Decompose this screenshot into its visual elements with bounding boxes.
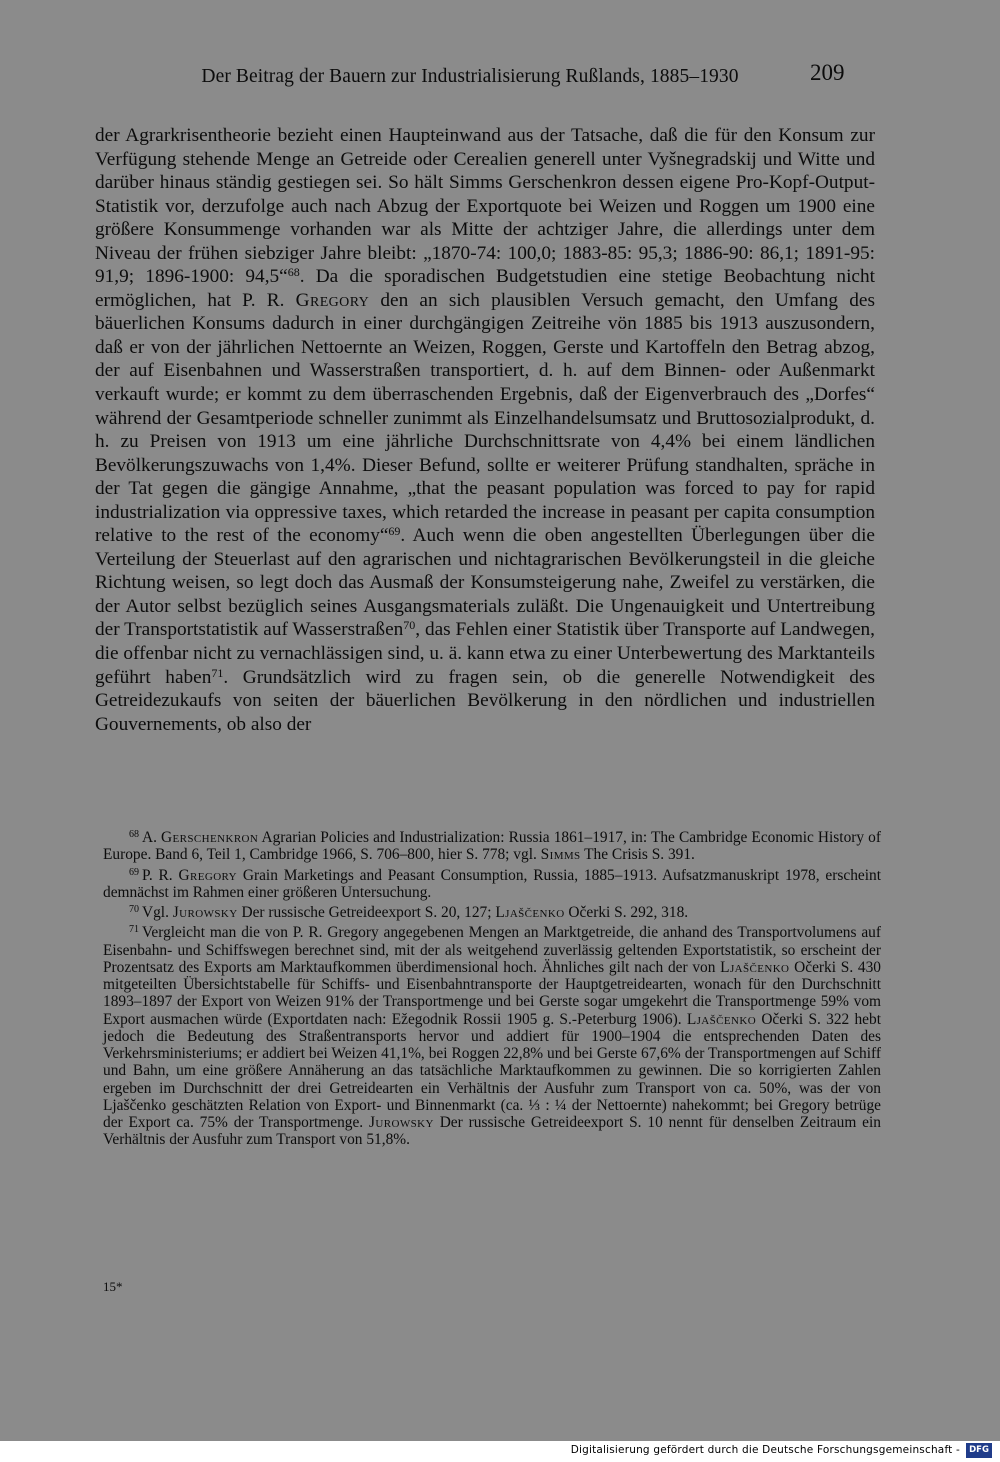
text-run: . Da die sporadischen Budgetstudien eine stetige Beobachtung nicht ermöglichen, hat P. R. — [95, 266, 875, 311]
dfg-logo-icon: DFG — [966, 1443, 992, 1458]
footnote-text: Der russische Getreideexport S. 20, 127; — [237, 904, 496, 921]
page-number: 209 — [810, 60, 845, 85]
footnote-ref-70: 70 — [403, 618, 416, 633]
text-run: , das Fehlen einer Statistik über Transporte auf Landwegen, die offenbar nicht zu vernachlässigen sind, u. ä. kann etwa zu einer Unterbewertung des Marktanteils geführt haben — [95, 619, 875, 688]
footnote-71 — [103, 921, 881, 1148]
footnote-text: Očerki S. 322 hebt jedoch die Bedeutung des Straßentransports hervor und addiert für 1900–1904 die entsprechenden Daten des Verkehrsministeriums; er addiert bei Weizen 41,1%, bei Roggen 22,8% und bei Gerste 67,6% der Transportmengen auf Schiff und Bahn, um eine größere Annäherung an das tatsächliche Marktaufkommen zu gewinnen. Die so korrigierten Zahlen ergeben im Durchschnitt der drei Getreidearten ein Verhältnis der Ausfuhr zum Transport von ca. 50%, was der von Ljaščenko geschätzten Relation von Export- und Binnenmarkt (ca. ⅓ : ¼ der Nettoernte) nahekommt; bei Gregory betrüge der Export ca. 75% der Transportmenge. — [103, 1010, 881, 1131]
footnote-text: P. R. — [142, 866, 179, 884]
footnote-number: 70 — [129, 904, 139, 915]
running-head: Der Beitrag der Bauern zur Industrialisierung Rußlands, 1885–1930 — [201, 66, 739, 87]
footnote-text: Vergleicht man die von P. R. Gregory angegebenen Mengen an Marktgetreide, die anhand des Transportvolumens auf Eisenbahn- und Schiffswegen berechnet sind, mit der als weitgehend zuverlässig geltenden Exportstatistik, so erscheint der Prozentsatz des Exports am Marktaufkommen überdimensional hoch. Ähnliches gilt nach der von — [103, 924, 881, 976]
author-name: Ljaščenko — [686, 1010, 757, 1028]
body-paragraph — [95, 124, 875, 736]
footnote-ref-71: 71 — [211, 665, 224, 680]
footnote-number: 68 — [129, 829, 139, 840]
text-run: . Auch wenn die oben angestellten Überlegungen über die Verteilung der Steuerlast auf den agrarischen und nichtagrarischen Bevölkerungsteil in die gleiche Richtung weisen, so legt doch das Ausmaß der Konsumsteigerung nahe, Zweifel zu verstärken, die der Autor selbst bezüglich seines Ausgangsmaterials zuläßt. Die Ungenauigkeit und Untertreibung der Transportstatistik auf Wasserstraßen — [95, 525, 875, 641]
author-name: Gregory — [178, 866, 238, 884]
footnote-text: Der russische Getreideexport S. 10 nennt für denselben Zeitraum ein Verhältnis der Ausfuhr zum Transport von 51,8%. — [103, 1114, 881, 1149]
author-name: Gregory — [295, 289, 370, 311]
footnote-text: The Crisis S. 391. — [580, 846, 695, 864]
footnote-ref-68: 68 — [287, 265, 300, 280]
text-run: . Grundsätzlich wird zu fragen sein, ob die generelle Notwendigkeit des Getreidezukaufs von seiten der bäuerlichen Bevölkerung in den nördlichen und industriellen Gouvernements, ob also der — [95, 666, 875, 735]
author-name: Simms — [540, 846, 581, 864]
digitization-footer — [0, 1441, 1000, 1462]
author-name: Ljaščenko — [495, 904, 565, 921]
footnote-70 — [103, 901, 881, 921]
text-run: der Agrarkrisentheorie bezieht einen Haupteinwand aus der Tatsache, daß die für den Konsum zur Verfügung stehende Menge an Getreide oder Cerealien generell unter Vyšnegradskij und Witte und darüber hinaus ständig gestiegen sei. So hält Simms Gerschenkron dessen eigene Pro-Kopf-Output-Statistik vor, derzufolge auch nach Abzug der Exportquote bei Weizen und Roggen um 1900 eine größere Konsummenge vorhanden war als Mitte der achtziger Jahre, die allerdings unter dem Niveau der frühen siebziger Jahre bleibt: „1870-74: 100,0; 1883-85: 95,3; 1886-90: 86,1; 1891-95: 91,9; 1896-1900: 94,5“ — [95, 125, 875, 288]
footnote-69 — [103, 864, 881, 902]
footnote-ref-69: 69 — [388, 524, 401, 539]
footnote-text: Vgl. — [142, 904, 173, 921]
footer-credit: Digitalisierung gefördert durch die Deutsche Forschungsgemeinschaft - — [570, 1444, 960, 1456]
author-name: Gerschenkron — [161, 829, 259, 846]
footnote-number: 69 — [129, 866, 139, 878]
author-name: Jurowsky — [172, 904, 238, 921]
footnote-number: 71 — [129, 924, 139, 936]
text-run: den an sich plausiblen Versuch gemacht, den Umfang des bäuerlichen Konsums dadurch in einer durchgängigen Zeitreihe vön 1885 bis 1913 auszusondern, daß er von der jährlichen Nettoernte an Weizen, Roggen, Gerste und Kartoffeln den Betrag abzog, der auf Eisenbahnen und Wasserstraßen transportiert, d. h. auf dem Binnen- oder Außenmarkt verkauft wurde; er kommt zu dem überraschenden Ergebnis, daß der Eigenverbrauch des „Dorfes“ während der Gesamtperiode schneller zunimmt als Einzelhandelsumsatz und Bruttosozialprodukt, d. h. zu Preisen von 1913 um eine jährliche Durchschnittsrate von 4,4% bei einem ländlichen Bevölkerungszuwachs von 1,4%. Dieser Befund, sollte er weiterer Prüfung standhalten, spräche in der Tat gegen die gängige Annahme, „that the peasant population was forced to pay for rapid industrialization via oppressive taxes, which retarded the increase in peasant per capita consumption relative to the rest of the economy“ — [95, 289, 875, 547]
footnote-text: Očerki S. 292, 318. — [564, 904, 689, 921]
footnote-text: Očerki S. 430 mitgeteilten Übersichtstabelle für Schiffs- und Eisenbahntransporte der Hauptgetreidearten, wonach für den Durchschnitt 1893–1897 der Export von Weizen 91% der Transportmenge und bei Gerste sogar umgekehrt die Transportmenge 59% vom Export ausmachen würde (Exportdaten nach: Ežegodnik Rossii 1905 g. S.-Peterburg 1906). — [103, 958, 881, 1028]
author-name: Jurowsky — [369, 1114, 434, 1131]
footnote-text: A. — [142, 829, 162, 846]
main-text — [95, 124, 875, 736]
footnote-text: Grain Marketings and Peasant Consumption, Russia, 1885–1913. Aufsatzmanuskript 1978, erscheint demnächst im Rahmen einer größeren Untersuchung. — [103, 866, 881, 901]
footnote-68 — [103, 826, 881, 864]
footnotes — [103, 826, 881, 1149]
author-name: Ljaščenko — [720, 958, 790, 976]
signature-mark: 15* — [103, 1279, 123, 1294]
footnote-text: Agrarian Policies and Industrialization: Russia 1861–1917, in: The Cambridge Economic History of Europe. Band 6, Teil 1, Cambridge 1966, S. 706–800, hier S. 778; vgl. — [103, 829, 881, 864]
